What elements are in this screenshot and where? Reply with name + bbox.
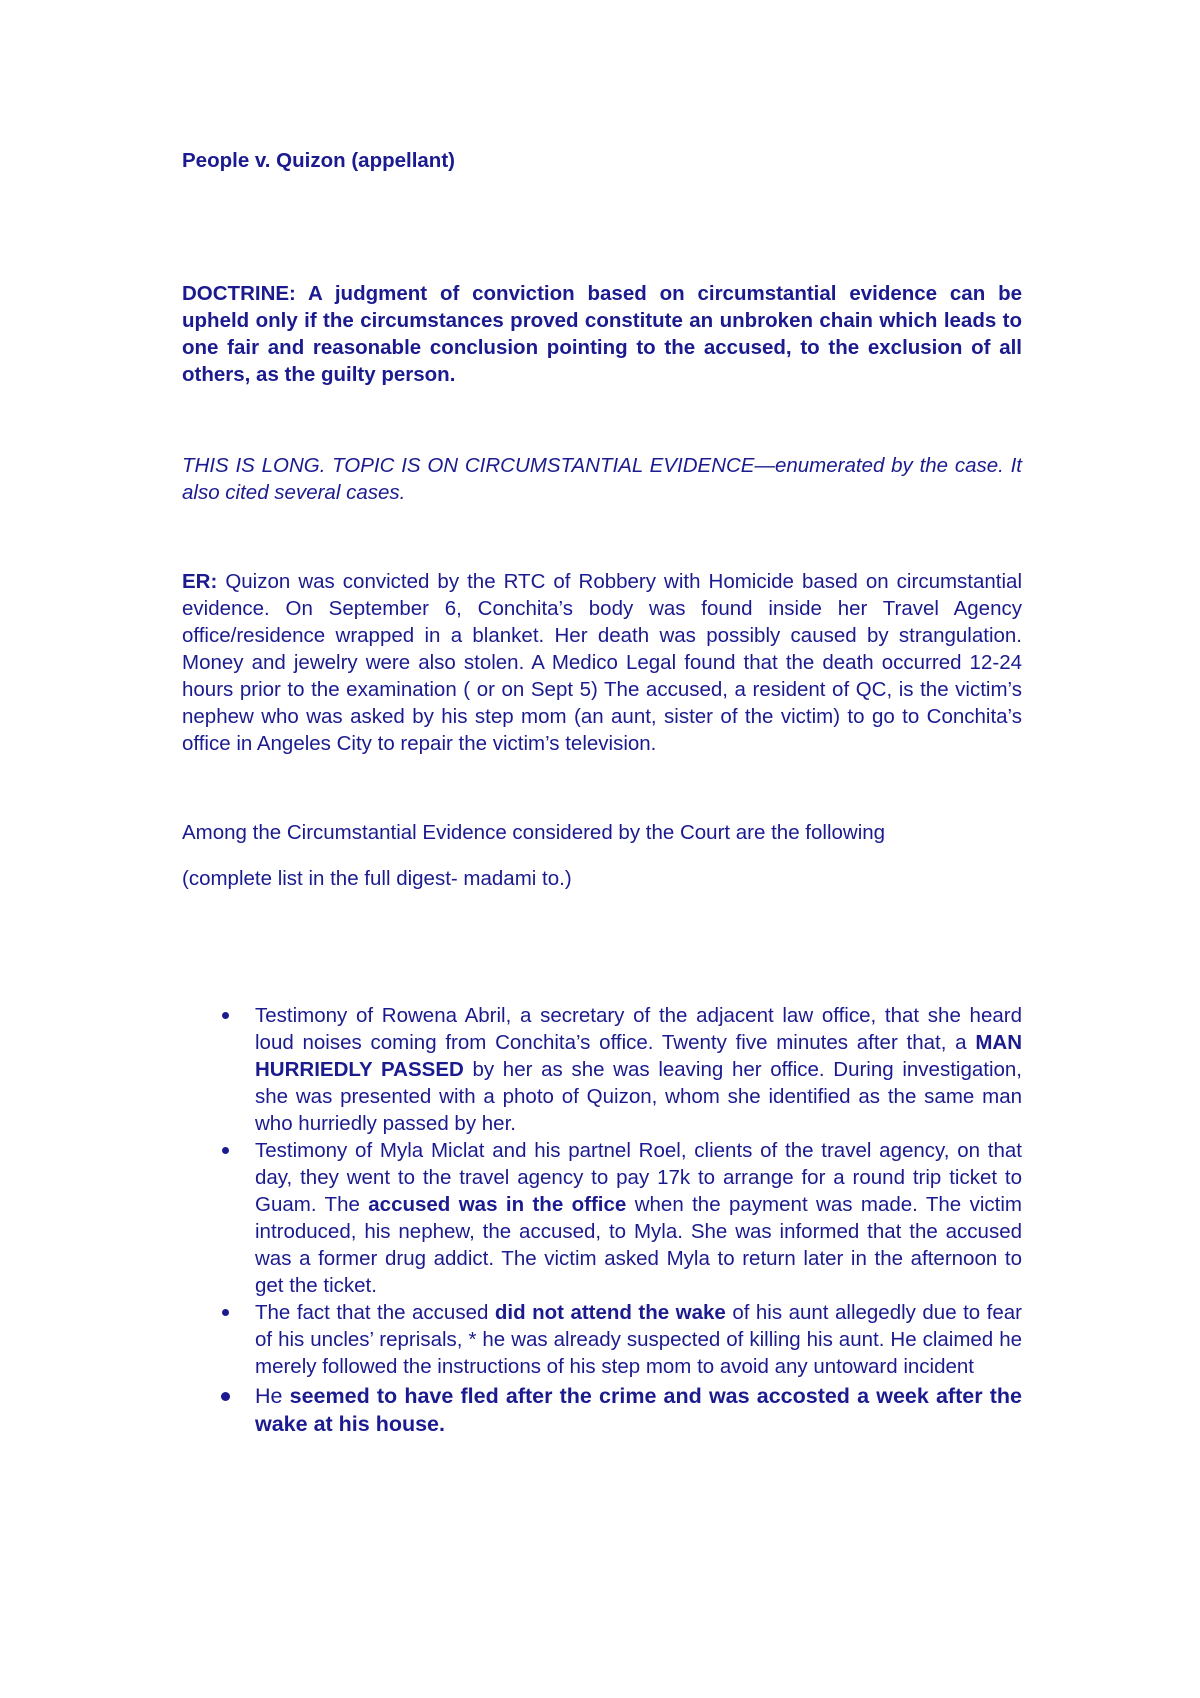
case-title: People v. Quizon (appellant) [182, 149, 455, 172]
doctrine-paragraph: DOCTRINE: A judgment of conviction based on circumstantial evidence can be upheld only if the circumstances proved constitute an unbroken chain which leads to one fair and reasonable conclusion pointing to the accused, to the exclusion of all others, as the guilty person. [182, 282, 1022, 386]
evidence-intro: Among the Circumstantial Evidence considered by the Court are the following [182, 821, 886, 844]
evidence-text: Testimony of Rowena Abril, a secretary of the adjacent law office, that she heard loud noises coming from Conchita’s office. Twenty five minutes after that, a [255, 1004, 1022, 1054]
bullet-icon [222, 1309, 229, 1316]
evidence-text: The fact that the accused [255, 1301, 495, 1324]
facts-text: Quizon was convicted by the RTC of Robbery with Homicide based on circumstantial evidence. On September 6, Conchita’s body was found inside her Travel Agency office/residence wrapped in a blanket. Her death was possibly caused by strangulation. Money and jewelry were also stolen. A Medico Legal found that the death occurred 12-24 hours prior to the examination ( or on Sept 5) The accused, a resident of QC, is the victim’s nephew who was asked by his step mom (an aunt, sister of the victim) to go to Conchita’s office in Angeles City to repair the victim’s television. [182, 570, 1022, 755]
evidence-emphasis: accused was in the office [368, 1193, 627, 1216]
evidence-text: when the payment was made. The victim introduced, his nephew, the accused, to Myla. She was informed that the accused was a former drug addict. The victim asked Myla to return later in the afternoon to get the ticket. [255, 1193, 1022, 1297]
evidence-list [182, 1002, 1022, 1438]
evidence-text: of his aunt allegedly due to fear of his uncles’ reprisals, * he was already suspected of killing his aunt. He claimed he merely followed the instructions of his step mom to avoid any untoward incident [255, 1301, 1022, 1378]
bullet-icon [222, 1012, 229, 1019]
evidence-text: by her as she was leaving her office. During investigation, she was presented with a photo of Quizon, whom she identified as the same man who hurriedly passed by her. [255, 1058, 1022, 1135]
evidence-item [182, 1299, 1022, 1380]
evidence-emphasis: did not attend the wake [494, 1301, 726, 1324]
bullet-icon [221, 1392, 230, 1401]
evidence-emphasis: MAN HURRIEDLY PASSED [255, 1031, 1022, 1081]
bullet-icon [222, 1147, 229, 1154]
evidence-text: Testimony of Myla Miclat and his partnel Roel, clients of the travel agency, on that day, they went to the travel agency to pay 17k to arrange for a round trip ticket to Guam. The [255, 1139, 1022, 1216]
complete-list-note: (complete list in the full digest- madami to.) [182, 867, 572, 890]
evidence-item [182, 1002, 1022, 1137]
document-body [182, 147, 1022, 1438]
evidence-emphasis: seemed to have fled after the crime and was accosted a week after the wake at his house. [255, 1384, 1022, 1436]
evidence-text: He [255, 1384, 290, 1408]
evidence-item [182, 1382, 1022, 1438]
topic-note: THIS IS LONG. TOPIC IS ON CIRCUMSTANTIAL EVIDENCE—enumerated by the case. It also cited several cases. [182, 454, 1022, 504]
facts-label: ER: [182, 570, 218, 593]
facts-paragraph [182, 568, 1022, 757]
evidence-item [182, 1137, 1022, 1299]
